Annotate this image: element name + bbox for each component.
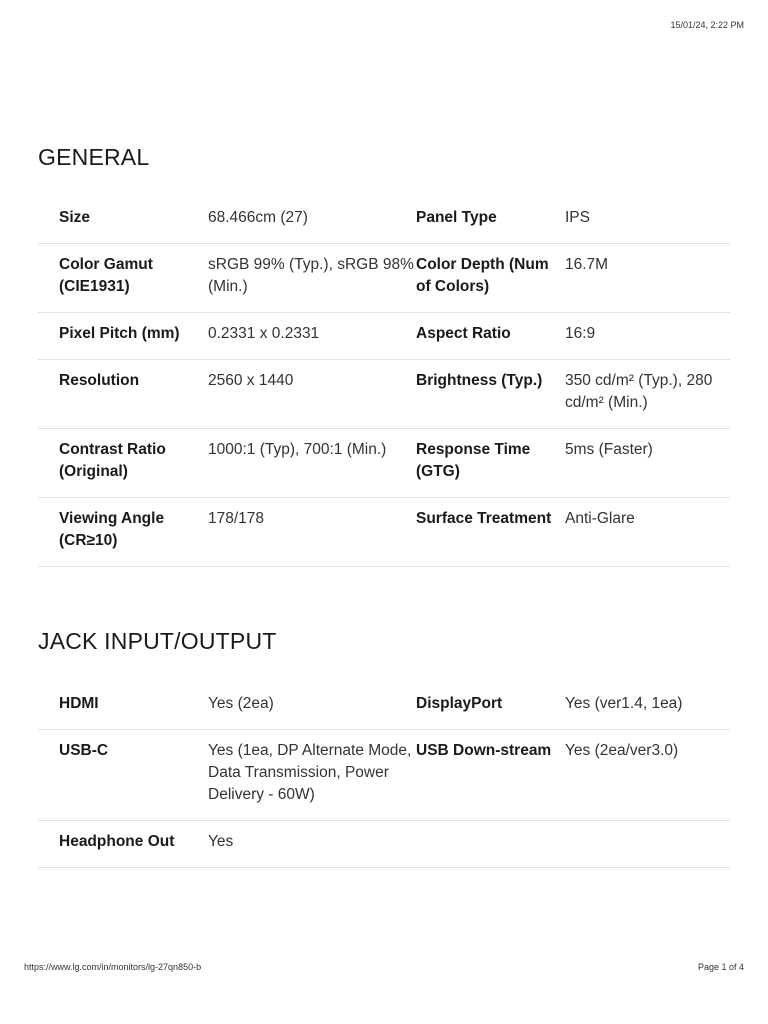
spec-row bbox=[38, 313, 730, 360]
spec-label: Headphone Out bbox=[59, 833, 175, 850]
spec-value: 16:9 bbox=[565, 325, 596, 342]
spec-label: Size bbox=[59, 209, 91, 226]
spec-value: 178/178 bbox=[208, 510, 265, 527]
spec-value: 5ms (Faster) bbox=[565, 441, 653, 458]
section-title: JACK INPUT/OUTPUT bbox=[38, 628, 277, 654]
spec-row bbox=[38, 244, 730, 313]
spec-row bbox=[38, 683, 730, 730]
spec-value: Yes (1ea, DP Alternate Mode, Data Transmission, Power Delivery - 60W) bbox=[208, 742, 412, 803]
spec-label: Contrast Ratio (Original) bbox=[59, 441, 166, 480]
print-datetime: 15/01/24, 2:22 PM bbox=[670, 20, 744, 30]
spec-label: Response Time (GTG) bbox=[416, 441, 531, 480]
spec-value: IPS bbox=[565, 209, 590, 226]
page-number: Page 1 of 4 bbox=[697, 962, 744, 972]
spec-row bbox=[38, 821, 730, 868]
spec-row bbox=[38, 730, 730, 821]
spec-value: Yes (ver1.4, 1ea) bbox=[565, 695, 683, 712]
spec-value: Yes bbox=[208, 833, 234, 850]
spec-label: USB Down-stream bbox=[416, 742, 552, 759]
spec-label: Brightness (Typ.) bbox=[416, 372, 543, 389]
spec-label bbox=[416, 821, 565, 868]
print-footer-url: https://www.lg.com/in/monitors/lg-27qn850-b bbox=[24, 962, 202, 972]
section-title: GENERAL bbox=[38, 144, 150, 170]
spec-table-general bbox=[38, 197, 730, 567]
spec-value: Yes (2ea) bbox=[208, 695, 274, 712]
spec-value: 0.2331 x 0.2331 bbox=[208, 325, 320, 342]
spec-label: Surface Treatment bbox=[416, 510, 552, 527]
spec-value: Anti-Glare bbox=[565, 510, 635, 527]
spec-value: Yes (2ea/ver3.0) bbox=[565, 742, 679, 759]
spec-label: Color Depth (Num of Colors) bbox=[416, 256, 549, 295]
spec-value: 350 cd/m² (Typ.), 280 cd/m² (Min.) bbox=[565, 372, 713, 411]
spec-value: 16.7M bbox=[565, 256, 609, 273]
spec-row bbox=[38, 429, 730, 498]
spec-label: Resolution bbox=[59, 372, 140, 389]
spec-label: Panel Type bbox=[416, 209, 497, 226]
section-general bbox=[38, 144, 730, 567]
spec-value: 68.466cm (27) bbox=[208, 209, 308, 226]
spec-value: sRGB 99% (Typ.), sRGB 98% (Min.) bbox=[208, 256, 414, 295]
spec-label: Viewing Angle (CR≥10) bbox=[59, 510, 165, 549]
spec-row bbox=[38, 360, 730, 429]
spec-label: Aspect Ratio bbox=[416, 325, 511, 342]
spec-row bbox=[38, 498, 730, 567]
spec-value: 1000:1 (Typ), 700:1 (Min.) bbox=[208, 441, 387, 458]
spec-label: USB-C bbox=[59, 742, 109, 759]
spec-label: Color Gamut (CIE1931) bbox=[59, 256, 153, 295]
spec-label: DisplayPort bbox=[416, 695, 503, 712]
section-jack-input-output bbox=[38, 628, 730, 868]
spec-label: HDMI bbox=[59, 695, 99, 712]
spec-row bbox=[38, 197, 730, 244]
spec-value bbox=[565, 821, 730, 868]
spec-value: 2560 x 1440 bbox=[208, 372, 294, 389]
spec-table-jack bbox=[38, 683, 730, 868]
spec-label: Pixel Pitch (mm) bbox=[59, 325, 180, 342]
